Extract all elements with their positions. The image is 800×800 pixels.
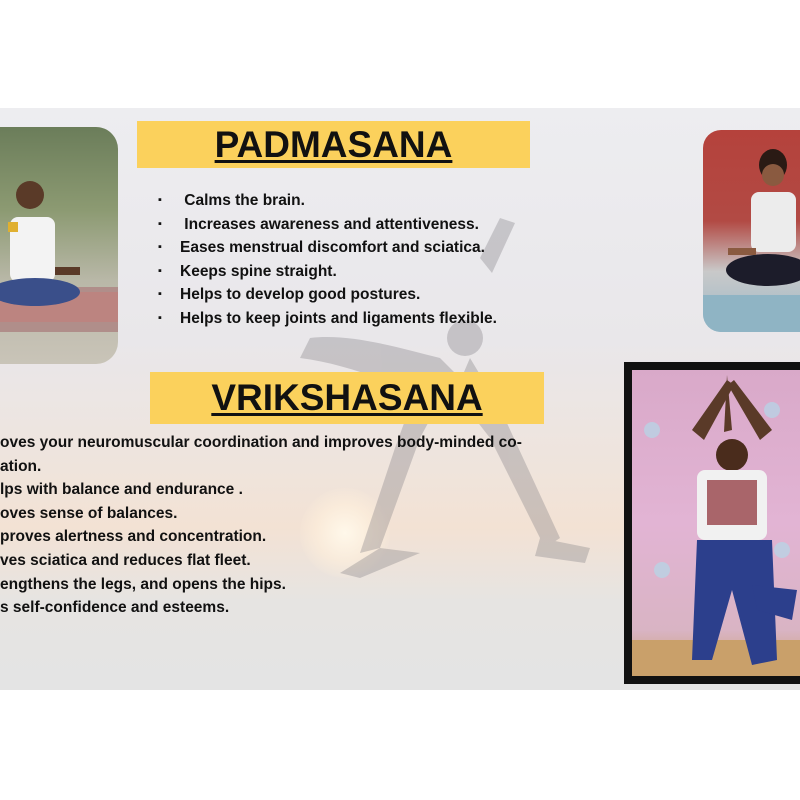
vrikshasana-title: VRIKSHASANA [150,372,544,424]
list-item: ves sciatica and reduces flat fleet. [0,551,251,569]
padmasana-figure-image-2 [703,130,800,332]
list-item: ▪ Helps to develop good postures. [158,283,598,307]
list-item: s self-confidence and esteems. [0,599,230,617]
list-item: ▪ Helps to keep joints and ligaments flexible. [158,307,598,331]
bullet-icon: ▪ [158,311,162,324]
bullet-icon: ▪ [158,288,162,301]
padmasana-photo-right [703,130,800,332]
list-item: lps with balance and endurance . [0,481,243,499]
padmasana-benefits-list [158,189,598,331]
vrikshasana-figure-image [632,370,800,676]
list-item: ▪ Increases awareness and attentiveness. [158,213,598,237]
padmasana-photo-left [0,127,118,364]
bullet-icon: ▪ [158,194,162,206]
vrikshasana-benefits-list [0,431,600,620]
list-item: ation. [0,457,42,475]
bullet-icon: ▪ [158,217,162,230]
padmasana-title: PADMASANA [137,121,530,168]
padmasana-figure-image [0,127,118,364]
list-item: oves your neuromuscular coordination and improves body-minded co- [0,434,522,451]
list-item: engthens the legs, and opens the hips. [0,575,286,593]
bullet-icon: ▪ [158,264,162,277]
list-item: ▪ Calms the brain. [158,189,598,213]
list-item: ▪ Eases menstrual discomfort and sciatica. [158,236,598,260]
vrikshasana-photo-inner [632,370,800,676]
list-item: proves alertness and concentration. [0,528,267,546]
vrikshasana-photo [624,362,800,684]
list-item: ▪ Keeps spine straight. [158,260,598,284]
bullet-icon: ▪ [158,241,162,254]
list-item: oves sense of balances. [0,504,178,522]
